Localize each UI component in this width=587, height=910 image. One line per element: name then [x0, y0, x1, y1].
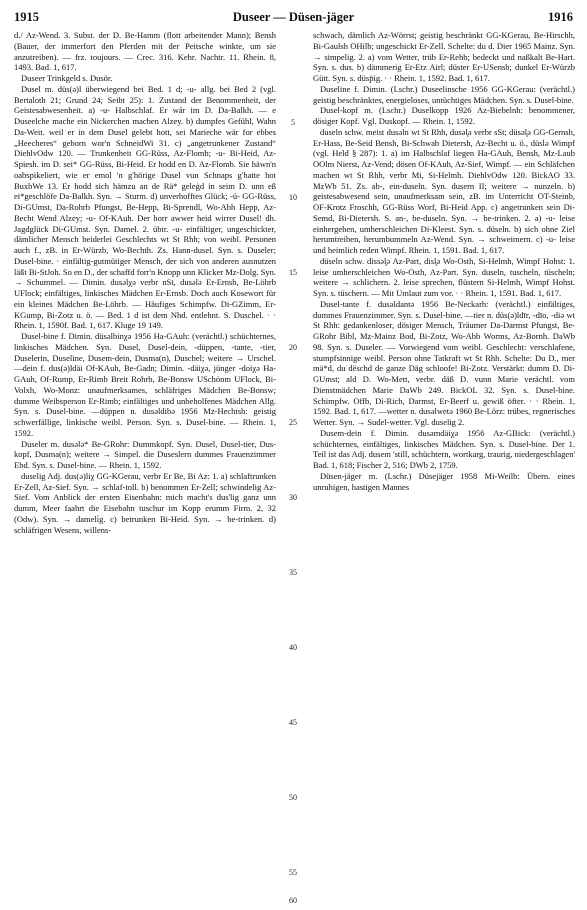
- line-number: 15: [289, 268, 297, 277]
- entry-paragraph: Düsen-jäger m. (Lschr.) Düsejäger 1958 Mi-Weilb: Übern. eines unruhigen, hastigen Mannes: [313, 470, 575, 492]
- entry-paragraph: Dusel-kopf m. (Lschr.) Duselkopp 1926 Az-Biebelnh: benommener, dösiger Kopf. Vgl. Duskopf. — Rhein. 1, 1592.: [313, 105, 575, 126]
- entry-paragraph: Dusel m. düs(ə)l überwiegend bei Bed. 1 d; -u- allg. bei Bed 2 (vgl. Bertaloth 21; Grund 24; Seibt 25): 1. Zustand der Benommenheit, der Geistesabwesenheit. a) -u- Halbschlaf. Er wår im D. Da-Balkh. — e Duseelche mache ein Nickerchen machen Alzey. b) dumpfes Gefühl, Wahn Da-Weit. weil er in dem Dusel gelebt hott, sei Marieche wär for ebbes „Heecheres“ geborn wor'n SchneidWi 31. c) „angetrunkener Zustand“ DiehlvOdw 120. — Trunkenheit GG-Rüss, Az-Flomb; -u- Bi-Heid, Az-Spiesh. im D. sei* GG-Rüss, Bi-Heid. Er hodd en D. Az-Flomb. Sie häwn'n oabspikeliert, wie er emol 'n g'hörige Dusel vun Schnaps g'hatte hot BuxbWe 13. Er hodd sich hämzu an de Rä* geleġd in seim D. unn eß ei*geschlöfe Da-Balkh. Syn. → Sturm. d) unverhofftes Glück; -ü- GG-Rüss, Di-GUmst, Da-Rohrb Pfungst, Be-Hepp, Bi-Sprendl, Wo-Abh Hepp, Az-Becht Wend Alzey; -u- Of-KAuh. Der horr awwer heid wirrer Dusel! dh. Jagdglück Di-GUmst. Syn. Dameł. 2. übtr. -u- einfältiger, ungeschickter, dämlicher Mensch beiderlei Geschlechts wt St Rhh; von weibl. Personen auch f., zB. in Er-Würzb, Wo-Bechth. Zs. Hann-dusel. Syn. s. Duseler; Dusel-bine. · einfältig-gutmütiger Mensch, der sich von anderen ausnutzen läßt Bi-StJoh. So en D., der schaffd forr'n Knopp unn Klicker Mz-Dolg. Syn. → Schummel. — Dimin. dusəlχə verbr nSt, dusələ Er-Ernsb, Be-Löhrb UFlock; einfältiges, linkisches Mädchen Er-Ernsb. Doch auch Kosewort für ein kleines Mädchen Be-Löhrb. — Häufiges Schimpfw. Di-GZimm, Er-KGump, Bi-Zotz u. ö. — Bed. 1 d ist dem Nhd. entlehnt. S. Duschel. · · Rhein. 1, 1590f. Bad. 1, 617. Kluge 19 149.: [14, 83, 276, 331]
- entry-paragraph: Duseer Trinkgeld s. Dusör.: [21, 73, 113, 83]
- entry-paragraph: düseln schw. dissəl̥ə Az-Part, disl̥ə Wo-Osth, Si-Helmh, Wimpf Hohst: 1. leise umherschleichen Wo-Osth, Az-Part. Syn. duseln, tuscheln, tüscheln; weitere → schlichern. 2. leise sprechen, flüstern Si-Helmh, Wimpf Hohst. Syn. s. tüschern. — Mit Umlaut zum vor. · · Rhein. 1, 1591. Bad. 1, 617.: [313, 255, 575, 298]
- line-number: 40: [289, 643, 297, 652]
- entry-paragraph: duselig Adj. dus(ə)liχ GG-KGerau, verbr Er Be, Bi Az: 1. a) schlaftrunken Er-Zell, Az-Sief. Syn. → schlaf-toll. b) benommen Er-Zell; schwindelig Az-Sief. Vom Anblick der ersten Eisenbahn: mich macht's dus'lig ganz unn dumm, Meer faahrt die Eisebahn tuschur im Kopp erumm Firm. 2, 32 (Odw). Syn. → dameli̇g. c) betrunken Bi-Heid. Syn. → be-trinken. d) schläfrigen Wesens, willens-: [14, 470, 276, 535]
- line-number: 50: [289, 793, 297, 802]
- line-number: 30: [289, 493, 297, 502]
- line-number: 5: [291, 118, 295, 127]
- entry-paragraph: duseln schw. meist dusəln wt St Rhh, dusəl̥ə verbr sSt; düsəl̥ə GG-Gernsh, Er-Hass, Be-Seid Bensh, Bi-Schwab Dietersh, Az-Becht u. ö., düslə Wimpf (vgl. Held § 287): 1. a) im Halbschlaf liegen Ha-GAuh, Bensh, Mz-Laub OOlm Nierst, Az-Vend; dösen Of-KAuh, Az-Sief, Wimpf. — ein Schläfchen machen wt St Rhh, verbr Mi, Si-Helmh. DiehlvOdw 120. BickAO 33. MzWb 51. Zs. ab-, ein-duseln. Syn. dusern II; weitere → nunzeln. b) geistesabwesend sein, unaufmerksam sein, zB. im Unterricht OT-Steinb, OF-Krotz Froschh, GG-Rüss Worf, Bi-Heid App. c) angetrunken sein Di-Semd, Bi-Dietersh. S. an-, be-duseln. Syn. → be-trinken. 2. a) -u- leise einhergehen, umherschleichen Di-Kleest. Syn. s. düseln. b) sich ohne Ziel herumtreiben, herumbummeln Az-Wend. Syn. → schweimern. c) -u- leise und heimlich reden Wimpf. Rhein. 1, 1591. Bad. 1, 617.: [313, 126, 575, 255]
- page-header: [14, 10, 573, 26]
- line-number: 55: [289, 868, 297, 877]
- entry-paragraph: Dusel-tante f. dusəldantə 1956 Be-Neckarh: (verächtl.) einfältiges, dummes Frauenzimmer. Syn. s. Dusel-bine. —tier n. düs(ə)ldīr, -dīo, -diə wt St Rhh: gedankenloser, dösiger Mensch, Träumer Da-Darmst Pfungst, Be-GRohr Bibl, Mz-Mainz Bod, Bi-Zotz, Wo-Abb Worms, Az-Bornh. DaWb 98. Syn. s. Duseler. — Vorwiegend vom weibl. Geschlecht: verschlafene, stumpfsinnige weibl. Person ohne Tatkraft wt St Rhh. Schelte: Du D., mer mä*d, du dëschd de ganze Däg schloofe! Bi-Zotz. Verstärkt: dumm D. Di-GUmst; ald D. Wo-Mett, verbr. däß D. vunn Marie verächtl. vom Dienstmädchen Marie DaWb 249. BickOL 32. Syn. s. Dusel-bine. Schimpfw. Offb, Di-Rich, Darmst, Er-Beerf u. gewiß öfter. · · Rhein. 1, 1592. Bad. 1, 617. —wetter n. dusəlwetə 1960 Be-Lörz: trübes, regnerisches Wetter. Syn. → Sudel-wetter. Vgl. duselig 2.: [313, 298, 575, 427]
- page-number-right: 1916: [548, 10, 573, 24]
- entry-paragraph: Dusel-bine f. Dimin. düsəlbinχə 1956 Ha-GAuh: (verächtl.) schüchternes, linkisches Mädchen. Syn. Dusel, Dusel-dein, -düppen, -tante, -tier, Duselerin, Duseline, Dusem-dein, Dusma(n), Duschel; weitere → Urschel. —dein f. dus(ə)ldäi Of-KAuh, Be-Gadn; Dimin. -däiχə, jünger -doiχə Ha-GAuh, Of-Rump, Er-Rimb Breit Rohrb, Be-Bonsw USchönm UFlock, Bi-Volxh, Wo-Monz: unaufmerksames, schläfriges Mädchen Be-Bonsw; dumme Weibsperson Er-Rimb; einfältiges und unbeholfenes Mädchen Allg. Syn. s. Dusel-bine. —düppen n. dusəldibə 1956 Mz-Hechtsh: geistig schwerfällige, linkische weibl. Person. Syn. s. Dusel-bine. — Rhein. 1, 1592.: [14, 331, 276, 438]
- right-column: [313, 30, 575, 904]
- running-title: Duseer — Düsen-jäger: [232, 10, 355, 24]
- entry-paragraph: d./ Az-Wend. 3. Subst. der D. Be-Hamm (flott arbeitender Mann); Bensh (Bauer, der immerfort den Pferden mit der Peitsche winkte, um sie anzutreiben). — frz. toujours. — Crec. 316. Kehr. Nachtr. 11. Rhein. 8, 1493. Bad. 1, 617.: [14, 30, 276, 73]
- line-number: 20: [289, 343, 297, 352]
- line-number: 60: [289, 896, 297, 905]
- entry-paragraph: schwach, dämlich Az-Wörrst; geistig beschränkt GG-KGerau, Be-Hirschh, Bi-Gaulsh OHilb; ungeschickt Er-Zell. Schelte: du d. Dier 1965 Mainz. Syn. → simpelig. 2. a) vom Wetter, trüb Er-Rehb; bedeckt und naßkalt Be-Hart. Syn. s. dus. b) dämmerig Er-Etz Airl; düster Er-USensb; dunkel Er-Würzb Gütt. Syn. s. düsp̈ig. · · Rhein. 1, 1592. Bad. 1, 617.: [313, 30, 575, 83]
- left-column: [14, 30, 276, 904]
- line-number: 35: [289, 568, 297, 577]
- line-number: 45: [289, 718, 297, 727]
- entry-paragraph: Dusem-dein f. Dimin. dusəmdäiχə 1956 Az-GBick: (verächtl.) schüchternes, einfältiges, linkisches Mädchen. Syn. s. Dusel-bine. Der 1. Teil ist das Adj. dusem 'still, schüchtern, wortkarg, traurig, niedergeschlagen' Bad. 1, 618; Fischer 2, 516; DWb 2, 1759.: [313, 427, 575, 470]
- page-number-left: 1915: [14, 10, 39, 24]
- line-number: 25: [289, 418, 297, 427]
- entry-paragraph: Duseline f. Dimin. (Lschr.) Duseelinsche 1956 GG-KGerau: (verächtl.) geistig beschränktes, energieloses, untüchtiges Mädchen. Syn. s. Dusel-bine.: [313, 83, 575, 105]
- entry-paragraph: Duseler m. dusələ* Be-GRohr: Dummkopf. Syn. Dusel, Dusel-tier, Dus-kopf, Dusma(n); weitere → Simpel. die Duseslern dummes Frauenzimmer Ebd. Syn. s. Dusel-bine. — Rhein. 1, 1592.: [14, 438, 276, 470]
- line-number: 10: [289, 193, 297, 202]
